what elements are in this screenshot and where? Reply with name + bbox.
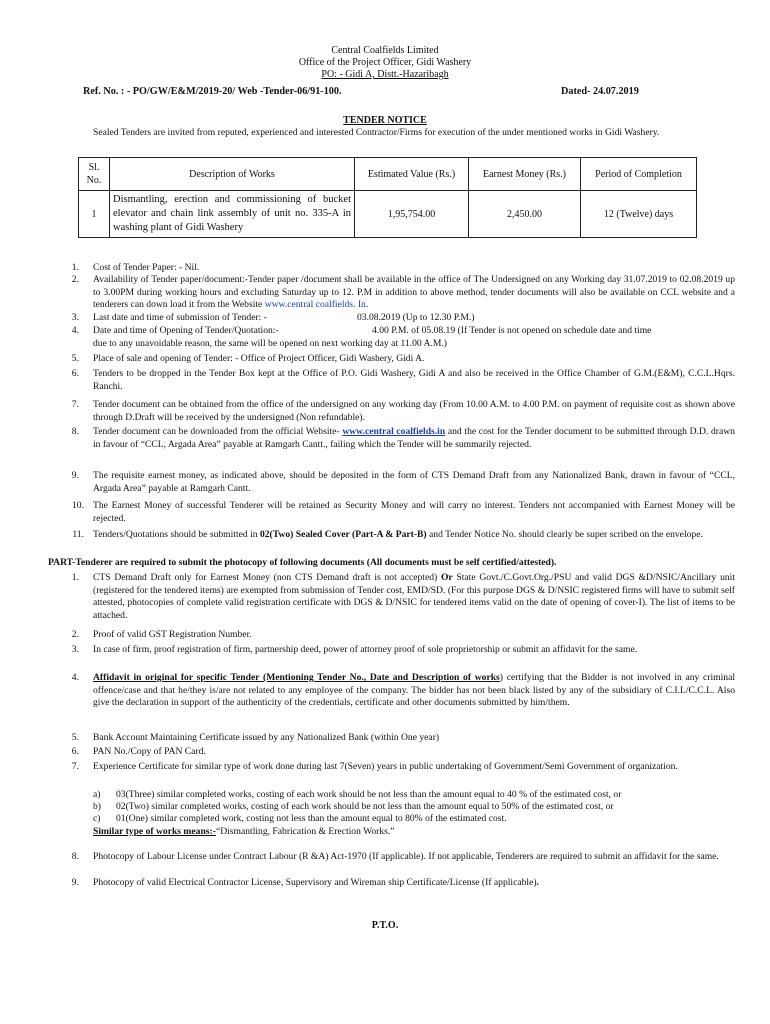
header-sl: Sl. No. xyxy=(79,158,110,191)
item-text xyxy=(93,325,735,338)
part-heading: PART-Tenderer are required to submit the photocopy of following documents (All documents must be self certified/attested). xyxy=(48,557,557,568)
item-number: 6. xyxy=(71,368,79,379)
item-label: Date and time of Opening of Tender/Quotation:- xyxy=(93,325,279,336)
item-number: 5. xyxy=(71,732,79,743)
similar-works-text: “Dismantling, Fabrication & Erection Works.” xyxy=(215,826,395,837)
sub-item-letter: b) xyxy=(93,801,101,812)
header-earnest-money: Earnest Money (Rs.) xyxy=(469,158,581,191)
header-period: Period of Completion xyxy=(581,158,697,191)
header-description: Description of Works xyxy=(110,158,355,191)
item-number: 6. xyxy=(71,746,79,757)
table-header-row xyxy=(79,158,697,191)
office-address: PO: - Gidi A, Distt.-Hazaribagh xyxy=(321,69,449,80)
similar-works-line xyxy=(93,826,735,839)
item-text: Bank Account Maintaining Certificate issued by any Nationalized Bank (within One year) xyxy=(93,732,440,743)
opening-date: 4.00 P.M. of 05.08.19 (If Tender is not opened on schedule date and time xyxy=(372,325,652,336)
item-number: 5. xyxy=(71,353,79,364)
item-text: Cost of Tender Paper: - Nil. xyxy=(93,262,200,273)
item-text-part: and the cost for the Tender document to be submitted through D.D. drawn in favour of “CCL, Argada Area” payable at Ramgarh Cantt., failing which the Tender will be summarily rejected. xyxy=(93,426,735,450)
item-number: 2. xyxy=(71,629,79,640)
item-label: Last date and time of submission of Tender: - xyxy=(93,312,267,323)
sub-item-letter: a) xyxy=(93,789,101,800)
website-link[interactable]: www.central coalfields. In xyxy=(264,299,366,311)
item-text: Place of sale and opening of Tender: - Office of Project Officer, Gidi Washery, Gidi A. xyxy=(93,353,425,364)
item-text-part: ) certifying that the Bidder is not involved in any criminal offence/case and that he/they is/are not related to any employee of the company. The bidder has not been black listed by any of the subsidiary of C.I.L/C.C.L. Also give the declaration in support of the authenticity of the credentials, certificate and other documents submitted by him/them. xyxy=(93,672,736,709)
reference-number: Ref. No. : - PO/GW/E&M/2019-20/ Web -Tender-06/91-100. xyxy=(83,86,342,97)
date: Dated- 24.07.2019 xyxy=(561,86,639,97)
item-text-part: Photocopy of valid Electrical Contractor License, Supervisory and Wireman ship Certificate/License (If applicable) xyxy=(93,877,537,888)
item-number: 8. xyxy=(71,851,79,862)
item-text xyxy=(93,312,735,325)
item-number: 10. xyxy=(72,500,84,511)
address-line-wrap xyxy=(0,69,770,81)
item-text-part: Tenders/Quotations should be submitted in xyxy=(93,529,260,540)
item-text: Proof of valid GST Registration Number. xyxy=(93,629,252,640)
item-number: 1. xyxy=(71,572,79,583)
item-number: 11. xyxy=(72,529,84,540)
item-text-part: . xyxy=(365,299,369,311)
company-name: Central Coalfields Limited xyxy=(331,45,439,56)
item-text: The Earnest Money of successful Tenderer will be retained as Security Money and will carry no interest. Tenders not accompanied with Earnest Money will be rejected. xyxy=(93,500,735,524)
or-text: Or xyxy=(440,572,453,583)
item-text xyxy=(93,572,735,622)
item-number: 7. xyxy=(71,399,79,410)
tender-table xyxy=(78,157,697,238)
item-text: The requisite earnest money, as indicated above, should be deposited in the form of CTS Demand Draft from any Nationalized Bank, drawn in favour of “CCL, Argada Area” payable at Ramgarh Cantt. xyxy=(93,470,735,494)
item-text-end: . xyxy=(536,877,539,888)
item-number: 4. xyxy=(71,672,79,683)
item-text-part: Availability of Tender paper/document:-Tender paper /document shall be available in the office of The Undersigned on any Working day 31.07.2019 to 02.08.2019 up to 3.00PM during working hours and excluding Saturday up to 12. P.M in addition to above method, tender documents will also be available on CCL website and a tenderers can down load it from the Website xyxy=(93,274,735,311)
item-text: In case of firm, proof registration of firm, partnership deed, power of attorney proof of sole proprietorship or submit an affidavit for the same. xyxy=(93,644,638,655)
item-number: 9. xyxy=(71,470,79,481)
item-text xyxy=(93,672,735,710)
item-text xyxy=(93,274,735,312)
item-text: Tenders to be dropped in the Tender Box kept at the Office of P.O. Gidi Washery, Gidi A and also be received in the Office Chamber of G.M.(E&M), C.C.L.Hqrs. Ranchi. xyxy=(93,368,735,392)
sub-item-letter: c) xyxy=(93,813,101,824)
similar-works-label: Similar type of works means:- xyxy=(93,826,216,837)
item-text: PAN No./Copy of PAN Card. xyxy=(93,746,206,757)
item-text-part: and Tender Notice No. should clearly be super scribed on the envelope. xyxy=(426,529,703,540)
item-text-part: CTS Demand Draft only for Earnest Money (non CTS Demand draft is not accepted) xyxy=(93,572,441,583)
cell-description: Dismantling, erection and commissioning of bucket elevator and chain link assembly of unit no. 335-A in washing plant of Gidi Washery xyxy=(110,191,355,238)
office-name: Office of the Project Officer, Gidi Washery xyxy=(298,57,472,68)
table-row xyxy=(79,191,697,238)
item-number: 4. xyxy=(71,325,79,336)
sub-item-text: 03(Three) similar completed works, costing of each work should be not less than the amount equal to 40 % of the estimated cost, or xyxy=(116,789,622,800)
item-text xyxy=(93,529,735,542)
submission-date: 03.08.2019 (Up to 12.30 P.M.) xyxy=(357,312,475,323)
item-text: Experience Certificate for similar type of work done during last 7(Seven) years in public undertaking of Government/Semi Government of organization. xyxy=(93,761,678,772)
sealed-cover-text: 02(Two) Sealed Cover (Part-A & Part-B) xyxy=(259,529,427,540)
page-turn-over: P.T.O. xyxy=(371,920,399,931)
sub-item-text: 02(Two) similar completed works, costing of each work should be not less than the amount equal to 50% of the estimated cost, or xyxy=(116,801,614,812)
item-text-part: State Govt./C.Govt.Org./PSU and valid DGS &D/NSIC/Ancillary unit (registered for the tendered items) are exempted from submission of Tender cost, EMD/SD. (For this purpose DGS & D/NSIC registered firms will have to submit self attested, photocopies of complete valid registration certificate with DGS & D/NSIC for tendered items valid on the date of opening of cover-I). The list of items to be attached. xyxy=(93,572,735,621)
notice-title: TENDER NOTICE xyxy=(343,115,427,126)
cell-earnest-money: 2,450.00 xyxy=(469,191,581,238)
item-text-part: Tender document can be downloaded from the official Website- xyxy=(93,426,343,437)
item-number: 3. xyxy=(71,312,79,323)
affidavit-heading: Affidavit in original for specific Tender (Mentioning Tender No., Date and Description of works xyxy=(93,672,500,683)
item-text: Photocopy of Labour License under Contract Labour (R &A) Act-1970 (If applicable). If not applicable, Tenderers are required to submit an affidavit for the same. xyxy=(93,851,719,862)
header-estimated-value: Estimated Value (Rs.) xyxy=(355,158,469,191)
item-text xyxy=(93,426,735,451)
item-text xyxy=(93,877,735,890)
sub-item-text: 01(One) similar completed work, costing not less than the amount equal to 80% of the estimated cost. xyxy=(116,813,507,824)
intro-paragraph: Sealed Tenders are invited from reputed, experienced and interested Contractor/Firms for execution of the under mentioned works in Gidi Washery. xyxy=(93,127,660,138)
item-text: Tender document can be obtained from the office of the undersigned on any working day (From 10.00 A.M. to 4.00 P.M. on payment of requisite cost as shown above through D.Draft will be received by the undersigned (Non refundable). xyxy=(93,399,735,423)
item-number: 9. xyxy=(71,877,79,888)
item-number: 2. xyxy=(71,274,79,285)
cell-period: 12 (Twelve) days xyxy=(581,191,697,238)
item-number: 8. xyxy=(71,426,79,437)
item-text: due to any unavoidable reason, the same will be opened on next working day at 11.00 A.M.) xyxy=(93,338,447,349)
item-number: 7. xyxy=(71,761,79,772)
website-link[interactable]: www.central coalfields.in xyxy=(342,426,446,437)
cell-sl: 1 xyxy=(79,191,110,238)
cell-estimated-value: 1,95,754.00 xyxy=(355,191,469,238)
item-number: 3. xyxy=(71,644,79,655)
item-number: 1. xyxy=(71,262,79,273)
